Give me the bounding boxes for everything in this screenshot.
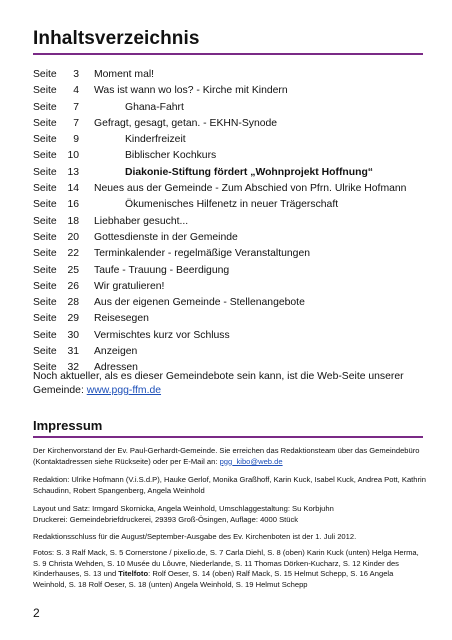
toc-page-number: 30 <box>67 329 79 341</box>
toc-title: Neues aus der Gemeinde - Zum Abschied von Pfrn. Ulrike Hofmann <box>94 183 407 195</box>
toc-seite-label: Seite <box>33 150 57 162</box>
email-link[interactable]: pgg_kibo@web.de <box>219 456 283 466</box>
impressum-deadline: Redaktionsschluss für die August/September-Ausgabe des Ev. Kirchenboten ist der 1. Juli 2012. <box>33 532 357 541</box>
photos-text-2: : Rolf Oeser, S. 14 (oben) Ralf Mack, S. 15 Helmut Schepp, S. 16 Angela Weinhold, S. 18 Rolf Oeser, S. 18 (unten) Angela Weinhold, S. 19 Helmut Schepp <box>33 569 394 589</box>
page-title: Inhaltsverzeichnis <box>33 28 200 49</box>
toc-seite-label: Seite <box>33 166 57 178</box>
photos-text: Fotos: S. 3 Ralf Mack, S. 5 Cornerstone / pixelio.de, S. 7 Carla Diehl, S. 8 (oben) Karin Kuck (unten) Helga Herma, S. 9 Christa Wehden, S. 10 Musée du Lôuvre, Niederlande, S. 11 Thomas Dörken-Kucharz, S. 12 Kinder des Kinderhauses, S. 13 und <box>33 548 419 579</box>
toc-entry <box>33 295 433 311</box>
toc-title: Diakonie-Stiftung fördert „Wohnprojekt Hoffnung“ <box>125 166 374 178</box>
toc-entry <box>33 197 433 213</box>
publisher-text: Der Kirchenvorstand der Ev. Paul-Gerhardt-Gemeinde. Sie erreichen das Redaktionsteam über das Gemeindebüro (Kontaktadressen siehe Rückseite) oder per E-Mail an: <box>33 446 420 466</box>
toc-page-number: 9 <box>73 134 79 146</box>
toc-page-number: 29 <box>67 313 79 325</box>
toc-entry <box>33 328 433 344</box>
printer-line: Druckerei: Gemeindebriefdruckerei, 29393 Groß-Ösingen, Auflage: 4000 Stück <box>33 514 299 524</box>
toc-seite-label: Seite <box>33 85 57 97</box>
toc-page-number: 13 <box>67 166 79 178</box>
toc-title: Was ist wann wo los? - Kirche mit Kindern <box>94 85 288 97</box>
toc-page-number: 22 <box>67 248 79 260</box>
toc-page-number: 4 <box>73 85 79 97</box>
toc-seite-label: Seite <box>33 117 57 129</box>
toc-page-number: 3 <box>73 69 79 80</box>
toc-entry <box>33 214 433 230</box>
toc-page-number: 14 <box>67 183 79 195</box>
toc-entry <box>33 279 433 295</box>
impressum-heading: Impressum <box>33 418 103 433</box>
toc-seite-label: Seite <box>33 101 57 113</box>
toc-page-number: 18 <box>67 215 79 227</box>
website-link[interactable]: www.pgg-ffm.de <box>86 385 162 396</box>
toc-seite-label: Seite <box>33 248 57 260</box>
toc-seite-label: Seite <box>33 264 57 276</box>
toc-page-number: 7 <box>73 101 79 113</box>
toc-entry <box>33 311 433 327</box>
toc-title: Aus der eigenen Gemeinde - Stellenangebote <box>94 297 305 309</box>
toc-page-number: 25 <box>67 264 79 276</box>
toc-seite-label: Seite <box>33 297 57 309</box>
toc-title: Vermischtes kurz vor Schluss <box>94 329 230 341</box>
toc-entry <box>33 263 433 279</box>
toc-entry <box>33 100 433 116</box>
toc-page-number: 7 <box>73 117 79 129</box>
intro-text: Noch aktueller, als es dieser Gemeindebote sein kann, ist die Web-Seite unserer Gemeinde: <box>33 371 404 396</box>
toc-title: Biblischer Kochkurs <box>125 150 217 162</box>
toc-title: Wir gratulieren! <box>94 280 165 292</box>
page-number: 2 <box>33 606 40 620</box>
toc-entry <box>33 165 433 181</box>
toc-title: Ökumenisches Hilfenetz in neuer Trägerschaft <box>125 199 339 211</box>
impressum-photos <box>33 548 428 590</box>
toc-seite-label: Seite <box>33 346 57 358</box>
toc-title: Terminkalender - regelmäßige Veranstaltungen <box>94 248 311 260</box>
toc-title: Taufe - Trauung - Beerdigung <box>94 264 230 276</box>
toc-entry <box>33 148 433 164</box>
toc-seite-label: Seite <box>33 313 57 325</box>
toc-title: Gefragt, gesagt, getan. - EKHN-Synode <box>94 117 278 129</box>
toc-seite-label: Seite <box>33 362 57 374</box>
toc-title: Reisesegen <box>94 313 149 325</box>
toc-title: Anzeigen <box>94 346 138 358</box>
toc-title: Kinderfreizeit <box>125 134 186 146</box>
toc-entry <box>33 246 433 262</box>
intro-paragraph <box>33 370 425 398</box>
toc-page-number: 10 <box>67 150 79 162</box>
toc-page-number: 20 <box>67 231 79 243</box>
title-divider <box>33 53 423 55</box>
toc-title: Gottesdienste in der Gemeinde <box>94 231 238 243</box>
toc-entry <box>33 116 433 132</box>
toc-entry <box>33 181 433 197</box>
toc-title: Moment mal! <box>94 69 155 80</box>
toc-entry <box>33 132 433 148</box>
toc-page-number: 26 <box>67 280 79 292</box>
toc-title: Adressen <box>94 362 138 374</box>
layout-line: Layout und Satz: Irmgard Skornicka, Angela Weinhold, Umschlaggestaltung: Su Korbjuhn <box>33 504 334 513</box>
toc-page-number: 31 <box>67 346 79 358</box>
toc-seite-label: Seite <box>33 329 57 341</box>
toc-seite-label: Seite <box>33 183 57 195</box>
toc-page-number: 32 <box>67 362 79 374</box>
impressum-redaktion: Redaktion: Ulrike Hofmann (V.i.S.d.P), Hauke Gerlof, Monika Graßhoff, Karin Kuck, Isabel Kuck, Andrea Pott, Kathrin Schaudinn, Robert Spangenberg, Angela Weinhold <box>33 475 426 495</box>
impressum-publisher <box>33 446 428 467</box>
toc-entry <box>33 344 433 360</box>
toc-seite-label: Seite <box>33 199 57 211</box>
toc-seite-label: Seite <box>33 134 57 146</box>
toc-page-number: 28 <box>67 297 79 309</box>
toc-page-number: 16 <box>67 199 79 211</box>
toc-entry <box>33 67 433 83</box>
toc-entry <box>33 230 433 246</box>
cover-photo-label: Titelfoto <box>118 569 149 579</box>
toc-seite-label: Seite <box>33 231 57 243</box>
toc-entry <box>33 83 433 99</box>
impressum-layout <box>33 504 428 525</box>
impressum-divider <box>33 436 423 438</box>
table-of-contents <box>33 67 433 377</box>
toc-seite-label: Seite <box>33 69 57 80</box>
toc-title: Liebhaber gesucht... <box>94 215 189 227</box>
toc-title: Ghana-Fahrt <box>125 101 184 113</box>
toc-seite-label: Seite <box>33 215 57 227</box>
toc-seite-label: Seite <box>33 280 57 292</box>
